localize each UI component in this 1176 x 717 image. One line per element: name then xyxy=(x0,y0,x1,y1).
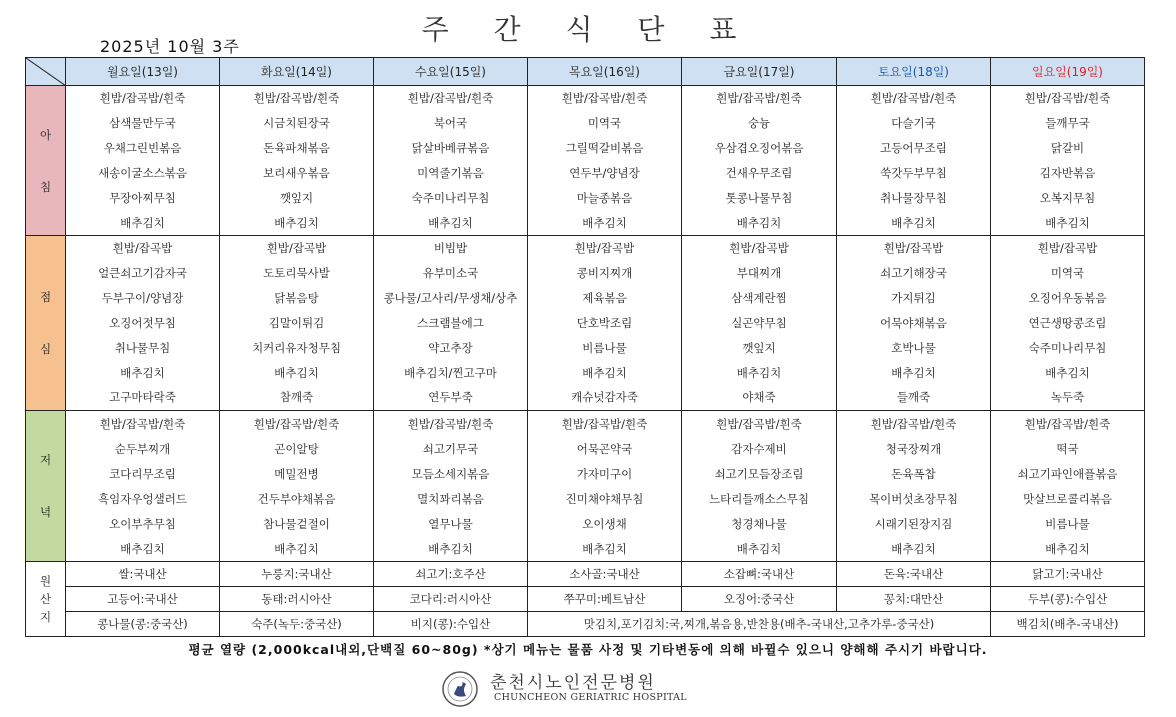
menu-list xyxy=(66,236,219,410)
menu-item: 마늘종볶음 xyxy=(576,190,633,205)
menu-item: 김자반볶음 xyxy=(1039,165,1096,180)
menu-list xyxy=(220,236,373,410)
menu-item: 닭볶음탕 xyxy=(274,291,319,306)
origin-item: 돈육:국내산 xyxy=(837,562,991,587)
menu-item: 목이버섯초장무침 xyxy=(869,491,958,506)
menu-item: 열무나물 xyxy=(428,516,473,531)
menu-item: 미역줄기볶음 xyxy=(417,165,484,180)
menu-item: 쑥갓두부무침 xyxy=(880,165,947,180)
breakfast-cell xyxy=(528,86,682,236)
menu-list xyxy=(682,411,836,561)
menu-item: 떡국 xyxy=(1056,441,1079,456)
origin-label-1: 원 xyxy=(39,574,52,588)
day-header-fri: 금요일(17일) xyxy=(682,58,837,86)
dinner-cell xyxy=(682,411,837,562)
menu-item: 쇠고기해장국 xyxy=(880,266,947,281)
menu-item: 다슬기국 xyxy=(891,116,936,131)
menu-list xyxy=(220,411,373,561)
menu-item: 오이부추무침 xyxy=(109,516,176,531)
menu-item: 숙주미나리무침 xyxy=(1028,340,1107,355)
dinner-cell xyxy=(528,411,682,562)
origin-label-2: 산 xyxy=(39,592,52,606)
menu-list xyxy=(528,411,681,561)
menu-item: 흑임자우엉샐러드 xyxy=(98,491,187,506)
breakfast-label-2: 침 xyxy=(39,179,52,194)
menu-item: 배추김치 xyxy=(1045,215,1090,230)
page-title: 주 간 식 단 표 xyxy=(421,13,755,46)
menu-item: 흰밥/잡곡밥 xyxy=(1037,241,1098,256)
menu-list xyxy=(837,86,990,235)
menu-item: 취나물장무침 xyxy=(880,190,947,205)
menu-item: 흰밥/잡곡밥/흰죽 xyxy=(99,416,186,431)
dinner-label xyxy=(26,411,66,562)
menu-item: 배추김치 xyxy=(274,541,319,556)
origin-item: 코다리:러시아산 xyxy=(374,587,528,612)
menu-item: 실곤약무침 xyxy=(731,315,787,330)
menu-list xyxy=(66,411,219,561)
menu-item: 흰밥/잡곡밥/흰죽 xyxy=(253,416,340,431)
menu-item: 배추김치 xyxy=(582,541,627,556)
menu-item: 녹두죽 xyxy=(1050,390,1085,405)
menu-item: 돈육폭찹 xyxy=(891,466,936,481)
menu-item: 톳콩나물무침 xyxy=(725,190,793,205)
menu-item: 얼큰쇠고기감자국 xyxy=(98,266,187,281)
menu-item: 흰밥/잡곡밥 xyxy=(574,241,635,256)
menu-item: 흰밥/잡곡밥 xyxy=(883,241,944,256)
menu-item: 흰밥/잡곡밥 xyxy=(112,241,173,256)
dinner-cell xyxy=(837,411,991,562)
menu-item: 비름나물 xyxy=(1045,516,1090,531)
menu-list xyxy=(374,86,527,235)
menu-item: 배추김치 xyxy=(891,541,936,556)
origin-row-3 xyxy=(26,612,1145,637)
menu-item: 배추김치 xyxy=(428,541,473,556)
menu-list xyxy=(991,236,1144,410)
menu-item: 닭갈비 xyxy=(1050,141,1085,156)
menu-item: 쇠고기파인애플볶음 xyxy=(1017,466,1118,481)
breakfast-cell xyxy=(66,86,220,236)
origin-item: 고등어:국내산 xyxy=(66,587,220,612)
origin-item: 쭈꾸미:베트남산 xyxy=(528,587,682,612)
dinner-label-1: 저 xyxy=(39,453,52,467)
menu-item: 오징어우동볶음 xyxy=(1028,291,1107,306)
menu-item: 고구마타락죽 xyxy=(109,390,176,405)
menu-list xyxy=(682,86,836,235)
menu-item: 배추김치/찐고구마 xyxy=(404,365,497,380)
menu-item: 진미채야채무침 xyxy=(565,491,644,506)
breakfast-row xyxy=(26,86,1145,236)
menu-item: 건새우무조림 xyxy=(725,165,793,180)
origin-item: 소사골:국내산 xyxy=(528,562,682,587)
menu-item: 들깨무국 xyxy=(1045,116,1090,131)
menu-item: 배추김치 xyxy=(120,541,165,556)
day-header-mon: 월요일(13일) xyxy=(66,58,220,86)
menu-item: 무장아찌무침 xyxy=(109,190,176,205)
menu-item: 건두부야채볶음 xyxy=(257,491,336,506)
origin-item: 숙주(녹두:중국산) xyxy=(220,612,374,637)
menu-item: 흰밥/잡곡밥/흰죽 xyxy=(1024,91,1111,106)
menu-item: 청경채나물 xyxy=(731,516,787,531)
lunch-cell xyxy=(528,236,682,411)
lunch-row xyxy=(26,236,1145,411)
week-label: 2025년 10월 3주 xyxy=(100,37,240,56)
menu-item: 쇠고기무국 xyxy=(422,441,479,456)
menu-item: 배추김치 xyxy=(274,215,319,230)
menu-list xyxy=(991,411,1144,561)
breakfast-label-1: 아 xyxy=(39,127,52,142)
menu-list xyxy=(682,236,836,410)
origin-item: 오징어:중국산 xyxy=(682,587,837,612)
origin-label-3: 지 xyxy=(39,610,52,624)
menu-item: 삼색계란찜 xyxy=(731,291,787,306)
menu-item: 치커리유자청무침 xyxy=(252,340,341,355)
menu-item: 흰밥/잡곡밥 xyxy=(266,241,327,256)
day-header-sat: 토요일(18일) xyxy=(837,58,991,86)
day-header-tue: 화요일(14일) xyxy=(220,58,374,86)
origin-item: 쌀:국내산 xyxy=(66,562,220,587)
menu-item: 숭늉 xyxy=(747,116,771,131)
menu-item: 비름나물 xyxy=(582,340,627,355)
hospital-name-kr: 춘천시노인전문병원 xyxy=(490,673,656,693)
menu-list xyxy=(837,236,990,410)
menu-list xyxy=(374,411,527,561)
menu-item: 돈육파채볶음 xyxy=(263,141,330,156)
menu-item: 쇠고기모듬장조림 xyxy=(714,466,804,481)
origin-item: 소잡뼈:국내산 xyxy=(682,562,837,587)
menu-item: 흰밥/잡곡밥/흰죽 xyxy=(716,91,802,106)
weekly-menu-table xyxy=(25,57,1145,637)
origin-item: 닭고기:국내산 xyxy=(991,562,1145,587)
menu-item: 들깨죽 xyxy=(896,390,931,405)
menu-item: 미역국 xyxy=(587,116,622,131)
menu-item: 흰밥/잡곡밥/흰죽 xyxy=(407,416,494,431)
breakfast-cell xyxy=(682,86,837,236)
lunch-label-2: 심 xyxy=(39,342,52,356)
menu-item: 보리새우볶음 xyxy=(263,165,330,180)
menu-item: 흰밥/잡곡밥/흰죽 xyxy=(561,416,648,431)
lunch-label-1: 점 xyxy=(39,290,52,304)
menu-item: 단호박조림 xyxy=(576,315,633,330)
lunch-cell xyxy=(682,236,837,411)
menu-item: 비빔밥 xyxy=(433,241,468,256)
dinner-cell xyxy=(66,411,220,562)
menu-item: 시금치된장국 xyxy=(263,116,330,131)
menu-item: 닭살바베큐볶음 xyxy=(411,141,490,156)
menu-item: 참나물겉절이 xyxy=(263,516,330,531)
menu-item: 배추김치 xyxy=(736,215,782,230)
menu-item: 부대찌개 xyxy=(736,266,782,281)
menu-item: 오징어젓무침 xyxy=(109,315,176,330)
origin-item: 비지(콩):수입산 xyxy=(374,612,528,637)
origin-item: 백김치(배추-국내산) xyxy=(991,612,1145,637)
menu-item: 흰밥/잡곡밥/흰죽 xyxy=(870,91,957,106)
menu-item: 미역국 xyxy=(1050,266,1085,281)
menu-item: 연두부죽 xyxy=(428,390,473,405)
lunch-cell xyxy=(220,236,374,411)
menu-item: 모듬소세지볶음 xyxy=(411,466,490,481)
dinner-row xyxy=(26,411,1145,562)
breakfast-cell xyxy=(991,86,1145,236)
menu-item: 배추김치 xyxy=(428,215,473,230)
menu-item: 흰밥/잡곡밥/흰죽 xyxy=(870,416,957,431)
menu-item: 유부미소국 xyxy=(422,266,479,281)
menu-item: 흰밥/잡곡밥/흰죽 xyxy=(716,416,802,431)
menu-item: 약고추장 xyxy=(428,340,473,355)
menu-item: 배추김치 xyxy=(891,365,936,380)
menu-item: 청국장찌개 xyxy=(885,441,942,456)
menu-item: 오이생채 xyxy=(582,516,627,531)
lunch-label xyxy=(26,236,66,411)
origin-item: 꽁치:대만산 xyxy=(837,587,991,612)
menu-item: 콩나물/고사리/무생채/상추 xyxy=(383,291,518,306)
menu-item: 호박나물 xyxy=(891,340,936,355)
menu-item: 흰밥/잡곡밥/흰죽 xyxy=(1024,416,1111,431)
breakfast-label xyxy=(26,86,66,236)
menu-item: 멸치꽈리볶음 xyxy=(417,491,484,506)
menu-list xyxy=(528,236,681,410)
lunch-cell xyxy=(837,236,991,411)
menu-list xyxy=(66,86,219,235)
origin-row-1 xyxy=(26,562,1145,587)
dinner-cell xyxy=(991,411,1145,562)
origin-row-2 xyxy=(26,587,1145,612)
menu-item: 배추김치 xyxy=(736,541,782,556)
menu-item: 코다리무조림 xyxy=(109,466,176,481)
menu-item: 배추김치 xyxy=(891,215,936,230)
origin-item: 동태:러시아산 xyxy=(220,587,374,612)
menu-item: 맛살브로콜리볶음 xyxy=(1023,491,1112,506)
menu-item: 삼색물만두국 xyxy=(109,116,176,131)
day-header-thu: 목요일(16일) xyxy=(528,58,682,86)
corner-cell xyxy=(26,58,66,86)
menu-item: 새송이굴소스볶음 xyxy=(98,165,187,180)
dinner-cell xyxy=(220,411,374,562)
menu-item: 취나물무침 xyxy=(114,340,171,355)
hospital-name-en: CHUNCHEON GERIATRIC HOSPITAL xyxy=(494,692,687,703)
menu-item: 순두부찌개 xyxy=(114,441,171,456)
origin-item: 콩나물(콩:중국산) xyxy=(66,612,220,637)
diagonal-line-icon xyxy=(26,58,66,86)
menu-item: 배추김치 xyxy=(582,365,627,380)
menu-item: 흰밥/잡곡밥 xyxy=(729,241,789,256)
day-header-sun: 일요일(19일) xyxy=(991,58,1145,86)
menu-item: 배추김치 xyxy=(274,365,319,380)
menu-item: 감자수제비 xyxy=(731,441,787,456)
menu-item: 콩비지찌개 xyxy=(576,266,633,281)
origin-item: 누룽지:국내산 xyxy=(220,562,374,587)
menu-item: 그릴떡갈비볶음 xyxy=(565,141,644,156)
menu-item: 메밀전병 xyxy=(274,466,319,481)
menu-list xyxy=(991,86,1144,235)
menu-item: 도토리묵사발 xyxy=(263,266,330,281)
breakfast-cell xyxy=(837,86,991,236)
menu-item: 느타리들깨소스무침 xyxy=(709,491,809,506)
menu-item: 연근생땅콩조림 xyxy=(1028,315,1107,330)
breakfast-cell xyxy=(220,86,374,236)
menu-item: 흰밥/잡곡밥/흰죽 xyxy=(407,91,494,106)
calorie-note: 평균 열량 (2,000kcal내외,단백질 60~80g) *상기 메뉴는 물품 사정 및 기타변동에 의해 바뀔수 있으니 양해해 주시기 바랍니다. xyxy=(188,642,988,657)
day-header-row xyxy=(26,58,1145,86)
menu-item: 캐슈넛감자죽 xyxy=(571,390,638,405)
lunch-cell xyxy=(991,236,1145,411)
menu-item: 오복지무침 xyxy=(1039,190,1096,205)
menu-item: 시래기된장지짐 xyxy=(874,516,953,531)
menu-item: 어묵곤약국 xyxy=(576,441,633,456)
lunch-cell xyxy=(66,236,220,411)
dinner-cell xyxy=(374,411,528,562)
menu-item: 가자미구이 xyxy=(576,466,633,481)
menu-item: 스크램블에그 xyxy=(417,315,484,330)
menu-item: 김말이튀김 xyxy=(268,315,325,330)
menu-item: 흰밥/잡곡밥/흰죽 xyxy=(561,91,648,106)
origin-item-kimchi: 맛김치,포기김치:국,찌개,볶음용,반찬용(배추-국내산,고추가루-중국산) xyxy=(528,612,991,637)
origin-label xyxy=(26,562,66,637)
menu-item: 배추김치 xyxy=(582,215,627,230)
hospital-logo-icon xyxy=(440,670,480,710)
menu-item: 숙주미나리무침 xyxy=(411,190,490,205)
menu-item: 배추김치 xyxy=(120,215,165,230)
menu-item: 우삼겹오징어볶음 xyxy=(714,141,804,156)
menu-list xyxy=(837,411,990,561)
menu-list xyxy=(528,86,681,235)
menu-item: 고등어무조림 xyxy=(880,141,947,156)
menu-item: 제육볶음 xyxy=(582,291,627,306)
menu-item: 가지튀김 xyxy=(891,291,936,306)
origin-item: 쇠고기:호주산 xyxy=(374,562,528,587)
menu-item: 흰밥/잡곡밥/흰죽 xyxy=(99,91,186,106)
menu-item: 깻잎지 xyxy=(279,190,314,205)
menu-list xyxy=(374,236,527,410)
lunch-cell xyxy=(374,236,528,411)
menu-item: 배추김치 xyxy=(120,365,165,380)
menu-item: 깻잎지 xyxy=(742,340,776,355)
day-header-wed: 수요일(15일) xyxy=(374,58,528,86)
menu-item: 북어국 xyxy=(433,116,468,131)
menu-item: 우채그린빈볶음 xyxy=(103,141,182,156)
menu-item: 배추김치 xyxy=(736,365,782,380)
menu-item: 곤이알탕 xyxy=(274,441,319,456)
origin-item: 두부(콩):수입산 xyxy=(991,587,1145,612)
menu-item: 야채죽 xyxy=(742,390,776,405)
breakfast-cell xyxy=(374,86,528,236)
menu-item: 흰밥/잡곡밥/흰죽 xyxy=(253,91,340,106)
menu-item: 배추김치 xyxy=(1045,365,1090,380)
dinner-label-2: 녁 xyxy=(39,505,52,519)
menu-item: 연두부/양념장 xyxy=(569,165,640,180)
menu-list xyxy=(220,86,373,235)
menu-item: 어묵야채볶음 xyxy=(880,315,947,330)
menu-item: 배추김치 xyxy=(1045,541,1090,556)
menu-item: 두부구이/양념장 xyxy=(101,291,184,306)
menu-item: 참깨죽 xyxy=(279,390,314,405)
